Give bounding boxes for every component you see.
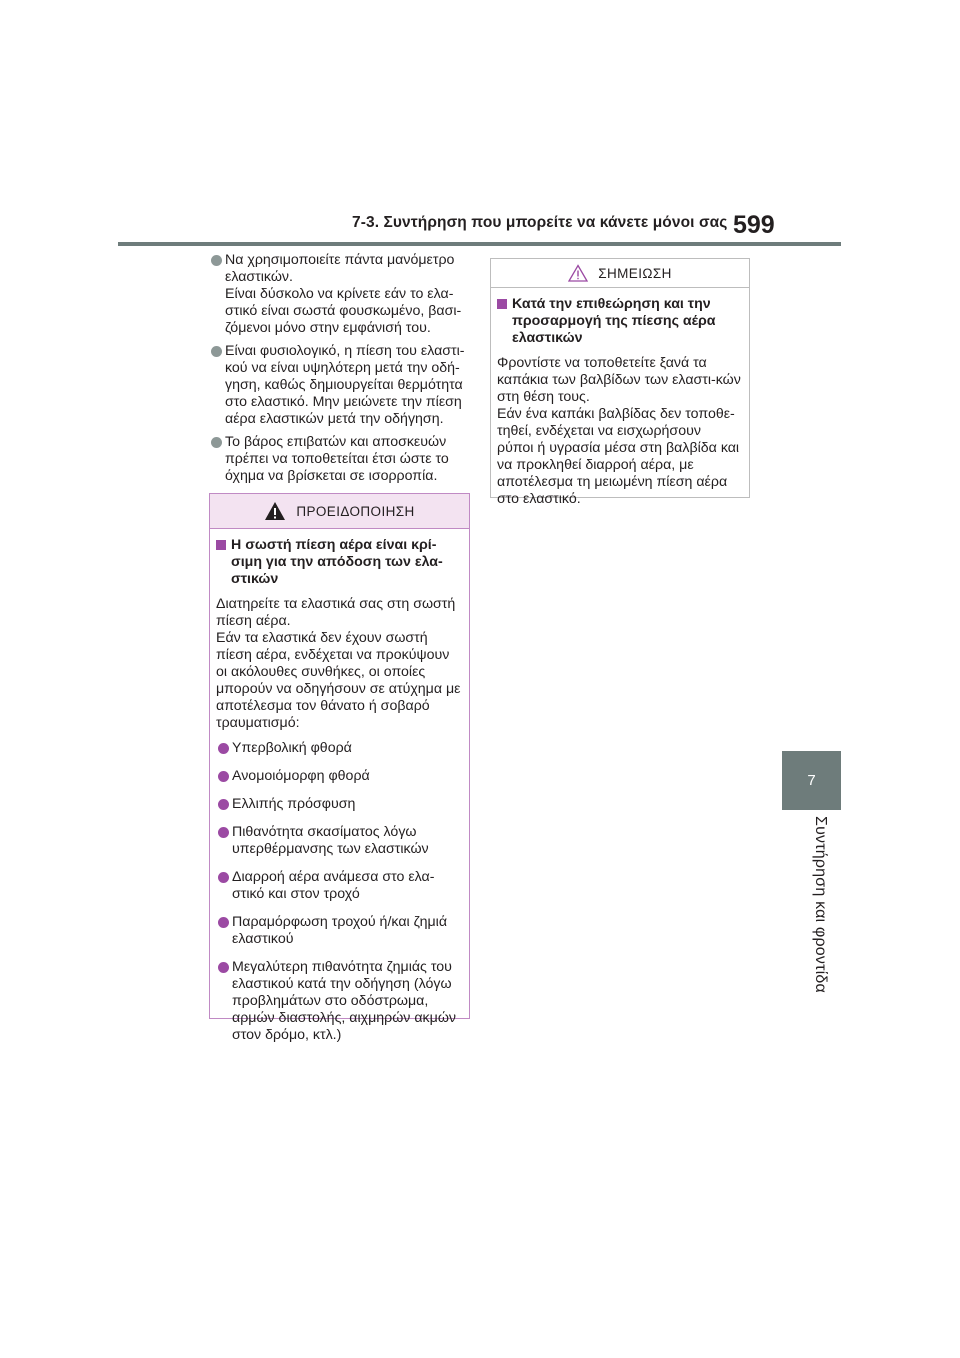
list-item bbox=[216, 914, 461, 948]
chapter-number: 7 bbox=[807, 772, 816, 789]
warning-header bbox=[210, 494, 469, 529]
notice-title: ΣΗΜΕΙΩΣΗ bbox=[598, 265, 672, 281]
notice-heading bbox=[497, 296, 741, 347]
list-item bbox=[216, 824, 461, 858]
square-bullet-icon bbox=[497, 299, 507, 309]
warning-item: Παραμόρφωση τροχού ή/και ζημιά ελαστικού bbox=[232, 914, 448, 947]
list-item bbox=[216, 740, 461, 757]
warning-title: ΠΡΟΕΙΔΟΠΟΙΗΣΗ bbox=[296, 503, 415, 519]
warning-item: Διαρροή αέρα ανάμεσα στο ελα-στικό και στον τροχό bbox=[232, 869, 435, 902]
bullet-icon bbox=[218, 771, 229, 782]
notice-text: Φροντίστε να τοποθετείτε ξανά τα καπάκια των βαλβίδων των ελαστι-κών στη θέση τους. Εάν ένα καπάκι βαλβίδας δεν τοποθε-τηθεί, ενδέχεται να εισχωρήσουν ρύποι ή υγρασία μέσα στη βαλβίδα και να προκληθεί διαρροή αέρα, με αποτέλεσμα τη μειωμένη πίεση αέρα στο ελαστικό. bbox=[497, 355, 741, 507]
notice-icon bbox=[568, 264, 588, 282]
warning-box bbox=[209, 493, 470, 1043]
bullet-icon bbox=[211, 346, 222, 357]
bullet-icon bbox=[218, 743, 229, 754]
bullet-text: Να χρησιμοποιείτε πάντα μανόμετρο ελαστικών. Είναι δύσκολο να κρίνετε εάν το ελα-στικό είναι σωστά φουσκωμένο, βασι-ζόμενοι μόνο στην εμφάνισή του. bbox=[225, 252, 462, 336]
notice-box bbox=[490, 258, 750, 507]
list-item bbox=[216, 959, 461, 1044]
section-title: 7-3. Συντήρηση που μπορείτε να κάνετε μόνοι σας bbox=[352, 214, 728, 231]
warning-item: Ελλιπής πρόσφυση bbox=[232, 796, 356, 812]
bullet-text: Το βάρος επιβατών και αποσκευών πρέπει να τοποθετείται έτσι ώστε το όχημα να βρίσκεται σε ισορροπία. bbox=[225, 434, 449, 484]
list-item bbox=[209, 252, 471, 337]
left-column bbox=[209, 252, 471, 491]
notice-header bbox=[491, 259, 749, 288]
list-item bbox=[216, 768, 461, 785]
list-item bbox=[216, 796, 461, 813]
notice-heading-text: Κατά την επιθεώρηση και την προσαρμογή της πίεσης αέρα ελαστικών bbox=[512, 296, 716, 346]
bullet-icon bbox=[211, 437, 222, 448]
bullet-icon bbox=[218, 872, 229, 883]
chapter-label: Συντήρηση και φροντίδα bbox=[812, 816, 829, 993]
bullet-text: Είναι φυσιολογικό, η πίεση του ελαστι-κού να είναι υψηλότερη μετά την οδή-γηση, καθώς δημιουργείται θερμότητα στο ελαστικό. Μην μειώνετε την πίεση αέρα ελαστικών μετά την οδήγηση. bbox=[225, 343, 465, 427]
warning-item: Υπερβολική φθορά bbox=[232, 740, 352, 756]
bullet-icon bbox=[218, 962, 229, 973]
chapter-tab[interactable] bbox=[782, 751, 841, 810]
bullet-icon bbox=[218, 917, 229, 928]
warning-heading bbox=[216, 537, 461, 588]
list-item bbox=[216, 869, 461, 903]
list-item bbox=[209, 434, 471, 485]
warning-heading-text: Η σωστή πίεση αέρα είναι κρί-σιμη για την απόδοση των ελα-στικών bbox=[231, 537, 443, 587]
warning-item: Πιθανότητα σκασίματος λόγω υπερθέρμανσης των ελαστικών bbox=[232, 824, 429, 857]
warning-text: Διατηρείτε τα ελαστικά σας στη σωστή πίεση αέρα. Εάν τα ελαστικά δεν έχουν σωστή πίεση αέρα, ενδέχεται να προκύψουν οι ακόλουθες συνθήκες, οι οποίες μπορούν να οδηγήσουν σε ατύχημα με αποτέλεσμα τον θάνατο ή σοβαρό τραυματισμό: bbox=[216, 596, 461, 731]
header-rule bbox=[118, 242, 841, 246]
list-item bbox=[209, 343, 471, 428]
warning-item: Ανομοιόμορφη φθορά bbox=[232, 768, 370, 784]
warning-item: Μεγαλύτερη πιθανότητα ζημιάς του ελαστικού κατά την οδήγηση (λόγω προβλημάτων στο οδόστρωμα, αρμών διαστολής, αιχμηρών ακμών στον δρόμο, κτλ.) bbox=[232, 959, 456, 1043]
page-number: 599 bbox=[733, 211, 775, 239]
square-bullet-icon bbox=[216, 540, 226, 550]
bullet-icon bbox=[218, 799, 229, 810]
bullet-icon bbox=[218, 827, 229, 838]
warning-icon bbox=[264, 501, 286, 521]
bullet-icon bbox=[211, 255, 222, 266]
